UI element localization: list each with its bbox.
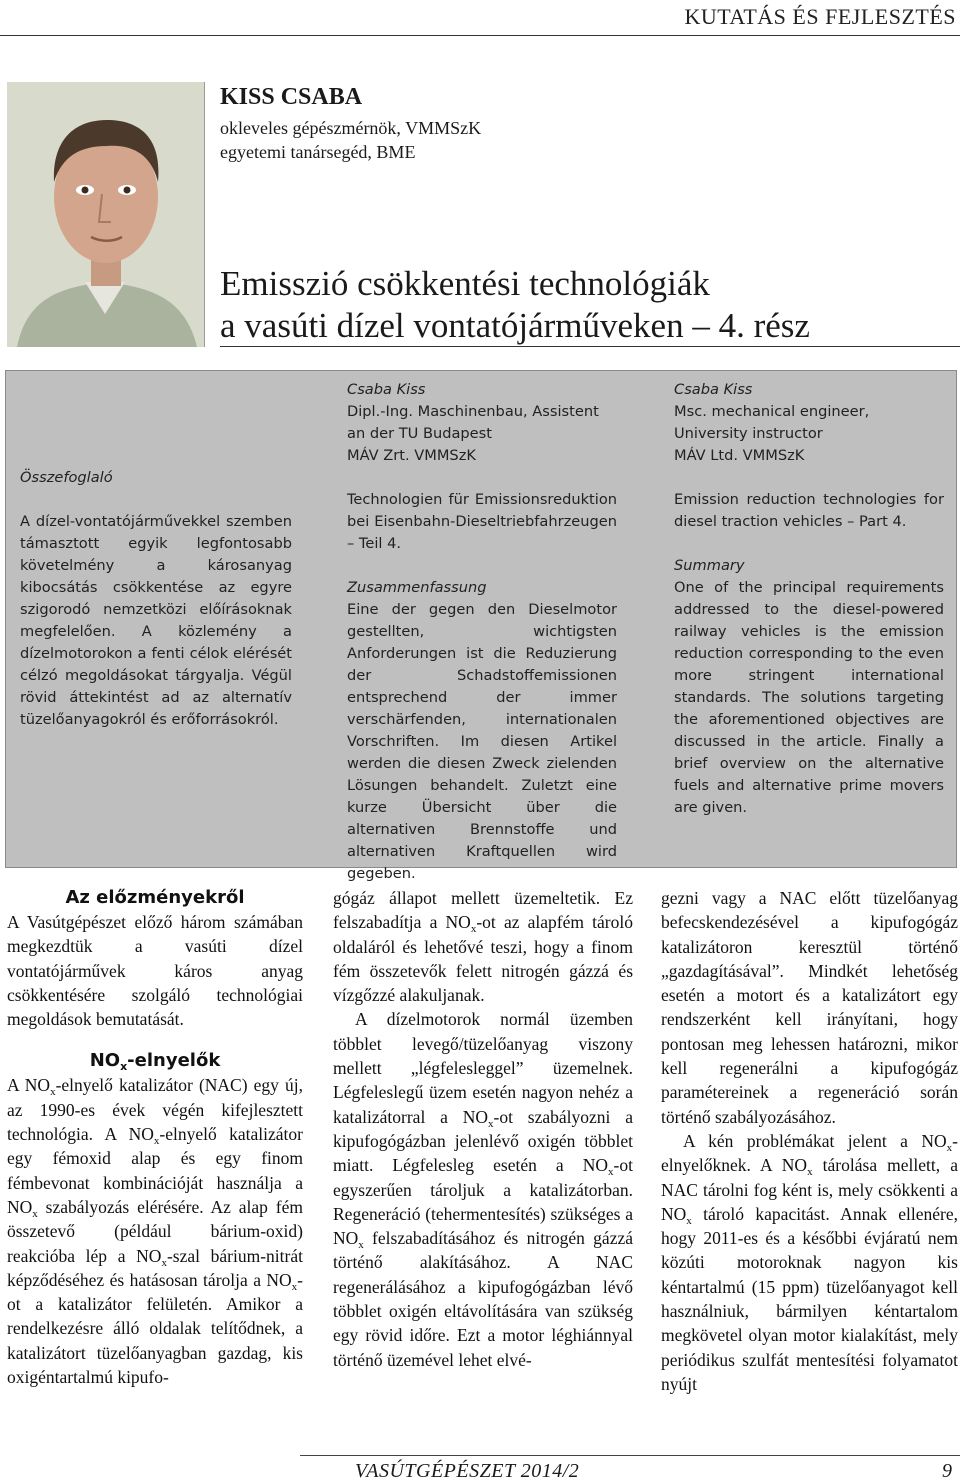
author-name: KISS CSABA [220,84,363,110]
abstract-title-en: Emission reduction technologies for diesel traction vehicles – Part 4. [674,491,944,530]
header-rule [0,35,960,36]
body-column-3 [661,886,958,1396]
section-header: KUTATÁS ÉS FEJLESZTÉS [684,4,956,29]
abstract-author-en: Csaba Kiss [674,381,753,398]
page-number: 9 [942,1460,952,1482]
abstract-affil-en-2: MÁV Ltd. VMMSzK [674,447,805,464]
abstract-hungarian [20,467,292,731]
section-heading-nox: $NO_x$-elnyelők [89,1050,221,1074]
abstract-heading-de: Zusammenfassung [347,579,487,596]
paragraph-sulfur: A kén problémákat jelent a $NO_x$-elnyelőknek. A $NO_x$ tárolása mellett, a NAC tárolni fog ként is, mely csökkenti a $NO_x$ tároló kapacitást. Annak ellenére, hogy 2011-es és a későbbi évjáratú nem közúti motoroknak nagyon kis kéntartalmú (15 ppm) tüzelőanyagot kell használniuk, bármilyen kéntartalom megkövetel olyan motor kialakítást, mely periódikus szulfát mentesítési folyamatot nyújt [661,1130,959,1394]
abstract-affil-en-1: Msc. mechanical engineer, University instructor [674,403,870,442]
abstract-author-de: Csaba Kiss [347,381,426,398]
body-column-2 [333,886,633,1372]
abstract-affil-de-2: MÁV Zrt. VMMSzK [347,447,476,464]
author-portrait-image [7,82,204,347]
abstract-text-hu: A dízel-vontatójárművekkel szemben támasztott egyik legfontosabb követelmény a károsanyag kibocsátás csökkentése az egyre szigorodó nemzetközi előírásoknak megfelelően. A közlemény a dízelmotorokon a fenti célok elérését célzó megoldásokat tárgyalja. Végül rövid áttekintést ad az alternatív tüzelőanyagokról és erőforrásokról. [20,513,292,728]
footer-rule [300,1455,960,1456]
abstract-box [5,370,957,882]
title-rule [220,346,960,347]
paragraph-nox-absorbers: A $NO_x$-elnyelő katalizátor (NAC) egy új, az 1990-es évek végén kifejlesztett technológia. A $NO_x$-elnyelő katalizátor egy fémoxid alap és egy finom fémbevonat kombinációját használja a $NO_x$ szabályozás elérésére. Az alap fém összetevő (például bárium-oxid) reakcióba lép a $NO_x$-szal bárium-nitrát képződéséhez és hatásosan tárolja a $NO_x-ot$ a katalizátor felületén. Amikor a rendelkezésre álló oldalak telítődnek, a katalizátort tüzelőanyagban gazdag, kis oxigéntartalmú kipufo- [7,1075,303,1388]
paragraph-enrichment: gezni vagy a NAC előtt tüzelőanyag befecskendezésével a kipufogógáz katalizátoron keresztül történő „gazdagításával”. Mindkét lehetőség esetén a motort és a katalizátort egy rendszerként kell irányítani, hogy pontosan meg lehessen határozni, mikor kell regenerálni a kipufogógáz paramétereinek a regeneráció során történő szabályozásához. [661,888,958,1127]
author-photo [7,82,205,347]
paragraph-regeneration-intro: gógáz állapot mellett üzemeltetik. Ez felszabadítja a $NO_x-ot$ az alapfém tároló oldaláról és lehetővé teszi, hogy a finom fém összetevők felett nitrogén gázzá és vízgőzzé alakuljanak. [333,888,633,1006]
body-column-1 [7,886,303,1389]
article-title-line1: Emisszió csökkentési technológiák [220,264,710,303]
abstract-text-en: One of the principal requirements addressed to the diesel-powered railway vehicles is the emission reduction corresponding to the even more stringent international standards. The solutions targeting the aforementioned objectives are discussed in the article. Finally a brief overview on the alternative fuels and alternative prime movers are given. [674,579,944,816]
abstract-heading-hu: Összefoglaló [20,469,113,486]
section-heading-history: Az előzményekről [65,887,245,908]
paragraph-history: A Vasútgépészet előző három számában megkezdtük a vasúti dízel vontatójárművek káros anyag csökkentésére szolgáló technológiai megoldások bemutatását. [7,912,303,1030]
author-degree: okleveles gépészmérnök, VMMSzK [220,118,482,138]
article-title-line2: a vasúti dízel vontatójárműveken – 4. rész [220,306,810,345]
abstract-german [347,379,617,885]
abstract-english [674,379,944,819]
paragraph-lean-operation: A dízelmotorok normál üzemben többlet levegő/tüzelőanyag viszony mellett „légfelesleggel” üzemelnek. Légfeleslegű üzem esetén nagyon nehéz a katalizátorral a $NO_x-ot$ szabályozni a kipufogógázban jelenlévő oxigén többlet miatt. Légfelesleg esetén a $NO_x-ot$ egyszerűen tároljuk a katalizátorban. Regeneráció (tehermentesítés) szükséges a $NO_x$ felszabadításához és nitrogén gázzá történő alakításához. A NAC regenerálásához a kipufogógázban lévő többlet oxigén eltávolítására van szükség egy rövid időre. Ezt a motor léghiánnyal történő üzemével lehet elvé- [333,1009,633,1370]
abstract-text-de: Eine der gegen den Dieselmotor gestellten, wichtigsten Anforderungen ist die Reduzierung der Schadstoffemissionen entsprechend der immer verschärfenden, internationalen Vorschriften. Im diesen Artikel werden die diesen Zweck zielenden Lösungen behandelt. Zuletzt eine kurze Übersicht über die alternativen Brennstoffe und alternativen Kraftquellen wird gegeben. [347,601,617,882]
abstract-heading-en: Summary [674,557,745,574]
footer-journal: VASÚTGÉPÉSZET 2014/2 [355,1460,580,1482]
author-position: egyetemi tanársegéd, BME [220,142,416,162]
abstract-title-de: Technologien für Emissionsreduktion bei Eisenbahn-Dieseltriebfahrzeugen – Teil 4. [347,491,617,552]
abstract-affil-de-1: Dipl.-Ing. Maschinenbau, Assistent an der TU Budapest [347,403,599,442]
